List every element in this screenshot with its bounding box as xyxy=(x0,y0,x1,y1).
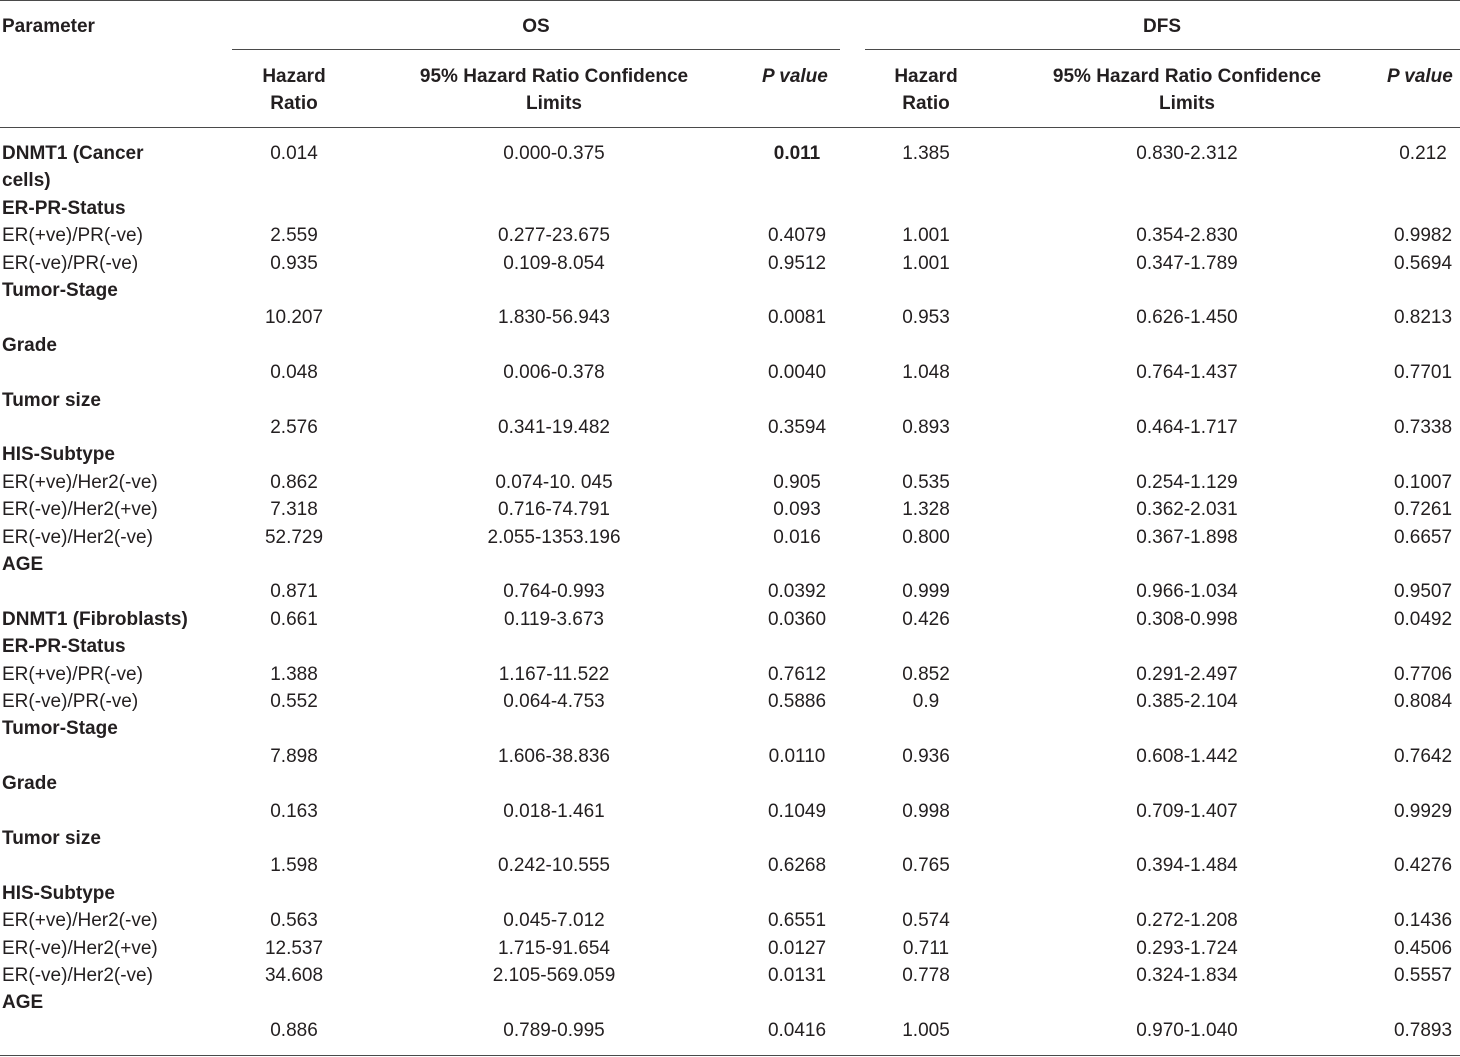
cell-dfs-hr: 0.426 xyxy=(902,608,950,630)
os-ci-header xyxy=(420,63,688,117)
cell-dfs-p: 0.1007 xyxy=(1393,471,1453,493)
cell-dfs-hr: 0.953 xyxy=(902,307,950,329)
cell-os-hr: 0.563 xyxy=(270,910,318,932)
table-top-rule xyxy=(0,0,1460,1)
cell-dfs-p: 0.1436 xyxy=(1393,910,1453,932)
cell-dfs-p: 0.4506 xyxy=(1393,937,1453,959)
cell-os-p: 0.9512 xyxy=(767,252,827,274)
cell-os-ci: 0.006-0.378 xyxy=(503,362,605,384)
cell-os-ci: 0.789-0.995 xyxy=(503,1019,605,1041)
cell-dfs-p: 0.4276 xyxy=(1393,855,1453,877)
cell-os-ci: 0.119-3.673 xyxy=(503,608,605,630)
cell-os-ci: 0.018-1.461 xyxy=(503,800,605,822)
cell-dfs-p: 0.7261 xyxy=(1393,499,1453,521)
os-group-rule xyxy=(232,49,840,50)
cell-dfs-p: 0.7706 xyxy=(1393,663,1453,685)
cell-dfs-hr: 1.048 xyxy=(902,362,950,384)
cell-os-hr: 1.598 xyxy=(270,855,318,877)
cell-dfs-hr: 0.574 xyxy=(902,910,950,932)
row-parameter-label: AGE xyxy=(2,992,44,1014)
dfs-group-rule xyxy=(865,49,1460,50)
row-parameter-label: ER(-ve)/Her2(+ve) xyxy=(2,937,158,959)
cell-dfs-ci: 0.324-1.834 xyxy=(1136,965,1238,986)
cell-os-hr: 0.886 xyxy=(270,1019,318,1041)
cell-dfs-ci: 0.830-2.312 xyxy=(1136,143,1238,164)
cell-os-p: 0.0110 xyxy=(768,745,826,767)
dfs-p-value-header: P value xyxy=(1387,66,1453,87)
cell-dfs-p: 0.7338 xyxy=(1393,417,1453,438)
cell-dfs-p: 0.212 xyxy=(1399,143,1447,164)
cell-os-hr: 1.388 xyxy=(270,663,318,685)
cell-os-p: 0.016 xyxy=(773,526,821,548)
cell-os-p: 0.6268 xyxy=(767,855,827,877)
cell-dfs-p: 0.0492 xyxy=(1393,608,1453,630)
cell-dfs-hr: 0.893 xyxy=(902,417,950,438)
cell-os-hr: 0.862 xyxy=(270,471,318,493)
row-parameter-label: Tumor-Stage xyxy=(2,280,118,301)
row-parameter-label: ER-PR-Status xyxy=(2,636,126,658)
row-parameter-label: ER(-ve)/Her2(-ve) xyxy=(2,526,153,548)
dfs-ci-header-line2: Limits xyxy=(1159,93,1215,114)
row-parameter-label: Grade xyxy=(2,773,57,795)
cell-os-p: 0.0081 xyxy=(767,307,827,329)
cell-os-p: 0.0131 xyxy=(767,965,827,986)
dfs-hazard-ratio-header xyxy=(894,63,957,117)
row-parameter-label: HIS-Subtype xyxy=(2,444,115,466)
cell-dfs-hr: 0.535 xyxy=(902,471,950,493)
row-parameter-label: ER(-ve)/PR(-ve) xyxy=(2,691,139,712)
cell-os-p: 0.011 xyxy=(773,143,821,164)
cell-os-p: 0.4079 xyxy=(767,225,827,247)
cell-dfs-p: 0.9929 xyxy=(1393,800,1453,822)
table-bottom-rule xyxy=(0,1055,1460,1056)
cell-os-p: 0.7612 xyxy=(767,663,827,685)
cell-dfs-ci: 0.608-1.442 xyxy=(1136,745,1238,767)
cell-dfs-ci: 0.293-1.724 xyxy=(1136,937,1238,959)
cell-dfs-hr: 0.800 xyxy=(902,526,950,548)
row-parameter-label: ER(+ve)/PR(-ve) xyxy=(2,225,143,247)
cell-dfs-ci: 0.347-1.789 xyxy=(1136,252,1238,274)
row-parameter-label: ER(-ve)/Her2(+ve) xyxy=(2,499,158,521)
cell-dfs-p: 0.8084 xyxy=(1393,691,1453,712)
cell-os-p: 0.0392 xyxy=(767,581,827,603)
row-parameter-label: HIS-Subtype xyxy=(2,882,115,904)
cell-os-ci: 0.764-0.993 xyxy=(503,581,605,603)
cell-os-p: 0.1049 xyxy=(767,800,827,822)
cell-os-ci: 2.055-1353.196 xyxy=(487,526,621,548)
cell-dfs-ci: 0.709-1.407 xyxy=(1136,800,1238,822)
cell-os-ci: 2.105-569.059 xyxy=(492,965,616,986)
cell-os-p: 0.6551 xyxy=(767,910,827,932)
cell-dfs-p: 0.5694 xyxy=(1393,252,1453,274)
cell-os-hr: 12.537 xyxy=(264,937,324,959)
cell-dfs-p: 0.7893 xyxy=(1393,1019,1453,1041)
cell-dfs-ci: 0.254-1.129 xyxy=(1136,471,1238,493)
cell-dfs-ci: 0.272-1.208 xyxy=(1136,910,1238,932)
cell-dfs-hr: 1.001 xyxy=(902,225,950,247)
cell-dfs-ci: 0.362-2.031 xyxy=(1136,499,1238,521)
cell-dfs-p: 0.9982 xyxy=(1393,225,1453,247)
cell-dfs-hr: 0.999 xyxy=(902,581,950,603)
row-parameter-label: DNMT1 (Cancer cells) xyxy=(2,143,144,191)
cell-dfs-hr: 0.998 xyxy=(902,800,950,822)
cell-os-hr: 0.871 xyxy=(270,581,318,603)
cell-os-p: 0.0416 xyxy=(767,1019,827,1041)
row-parameter-label: ER-PR-Status xyxy=(2,197,126,219)
cell-dfs-ci: 0.354-2.830 xyxy=(1136,225,1238,247)
cell-os-ci: 0.716-74.791 xyxy=(498,499,610,521)
cell-os-hr: 0.014 xyxy=(270,143,318,164)
cell-os-ci: 0.242-10.555 xyxy=(498,855,610,877)
dfs-hr-header-line1: Hazard xyxy=(894,66,958,87)
cell-os-hr: 2.559 xyxy=(270,225,318,247)
cell-os-p: 0.0360 xyxy=(767,608,827,630)
cell-dfs-hr: 0.9 xyxy=(912,691,940,712)
row-parameter-label: ER(-ve)/PR(-ve) xyxy=(2,252,139,274)
cell-dfs-hr: 1.385 xyxy=(902,143,950,164)
cell-dfs-ci: 0.385-2.104 xyxy=(1136,691,1238,712)
cell-os-p: 0.5886 xyxy=(767,691,827,712)
cell-os-p: 0.905 xyxy=(773,471,821,493)
cell-os-p: 0.0040 xyxy=(767,362,827,384)
cell-os-p: 0.0127 xyxy=(767,937,827,959)
cell-dfs-hr: 1.005 xyxy=(902,1019,950,1041)
cell-os-hr: 52.729 xyxy=(264,526,324,548)
cell-os-hr: 0.048 xyxy=(270,362,318,384)
os-ci-header-line2: Limits xyxy=(526,93,582,114)
cell-dfs-hr: 0.765 xyxy=(902,855,950,877)
row-parameter-label: Tumor size xyxy=(2,389,101,411)
cell-dfs-p: 0.9507 xyxy=(1393,581,1453,603)
row-parameter-label: ER(+ve)/Her2(-ve) xyxy=(2,471,158,493)
cell-os-hr: 7.898 xyxy=(270,745,318,767)
cell-dfs-hr: 0.852 xyxy=(902,663,950,685)
cell-dfs-hr: 0.936 xyxy=(902,745,950,767)
cell-dfs-ci: 0.308-0.998 xyxy=(1136,608,1238,630)
cell-os-ci: 0.341-19.482 xyxy=(498,417,610,438)
cell-os-hr: 0.163 xyxy=(270,800,318,822)
dfs-ci-header-line1: 95% Hazard Ratio Confidence xyxy=(1052,66,1322,87)
cell-dfs-ci: 0.464-1.717 xyxy=(1136,417,1238,438)
cell-os-ci: 0.000-0.375 xyxy=(503,143,605,164)
cell-dfs-hr: 1.328 xyxy=(902,499,950,521)
row-parameter-label: ER(-ve)/Her2(-ve) xyxy=(2,965,153,986)
cell-dfs-hr: 0.711 xyxy=(902,937,950,959)
cell-os-hr: 2.576 xyxy=(270,417,318,438)
cell-os-ci: 0.045-7.012 xyxy=(503,910,605,932)
cell-os-ci: 0.109-8.054 xyxy=(503,252,605,274)
dfs-ci-header xyxy=(1053,63,1321,117)
dfs-hr-header-line2: Ratio xyxy=(902,93,950,114)
cell-os-ci: 0.064-4.753 xyxy=(503,691,605,712)
cell-dfs-p: 0.6657 xyxy=(1393,526,1453,548)
header-dfs: DFS xyxy=(1143,16,1181,37)
row-parameter-label: ER(+ve)/Her2(-ve) xyxy=(2,910,158,932)
cell-dfs-hr: 0.778 xyxy=(902,965,950,986)
os-hazard-ratio-header xyxy=(262,63,325,117)
cell-os-ci: 0.074-10. 045 xyxy=(495,471,613,493)
cell-os-hr: 0.552 xyxy=(270,691,318,712)
cell-dfs-ci: 0.367-1.898 xyxy=(1136,526,1238,548)
row-parameter-label: Grade xyxy=(2,334,57,356)
cell-os-ci: 0.277-23.675 xyxy=(498,225,610,247)
cell-dfs-ci: 0.394-1.484 xyxy=(1136,855,1238,877)
cell-os-p: 0.093 xyxy=(773,499,821,521)
cell-os-ci: 1.715-91.654 xyxy=(498,937,610,959)
cell-dfs-p: 0.8213 xyxy=(1393,307,1453,329)
cell-os-hr: 34.608 xyxy=(264,965,324,986)
row-parameter-label: DNMT1 (Fibroblasts) xyxy=(2,608,188,630)
cell-os-hr: 10.207 xyxy=(264,307,324,329)
cell-os-ci: 1.167-11.522 xyxy=(498,663,610,685)
cell-os-hr: 7.318 xyxy=(270,499,318,521)
cell-os-ci: 1.830-56.943 xyxy=(498,307,610,329)
cell-dfs-ci: 0.764-1.437 xyxy=(1136,362,1238,384)
cell-dfs-ci: 0.970-1.040 xyxy=(1136,1019,1238,1041)
header-os: OS xyxy=(522,16,550,37)
cell-os-hr: 0.661 xyxy=(270,608,318,630)
cell-dfs-hr: 1.001 xyxy=(902,252,950,274)
cell-os-hr: 0.935 xyxy=(270,252,318,274)
cell-dfs-ci: 0.291-2.497 xyxy=(1136,663,1238,685)
header-bottom-rule xyxy=(0,127,1460,128)
cell-dfs-p: 0.7642 xyxy=(1393,745,1453,767)
cell-os-ci: 1.606-38.836 xyxy=(498,745,610,767)
os-p-value-header: P value xyxy=(762,66,828,87)
cell-dfs-p: 0.7701 xyxy=(1393,362,1453,384)
row-parameter-label: AGE xyxy=(2,554,44,575)
os-ci-header-line1: 95% Hazard Ratio Confidence xyxy=(419,66,689,87)
cell-dfs-ci: 0.966-1.034 xyxy=(1136,581,1238,603)
row-parameter-label: Tumor-Stage xyxy=(2,718,118,740)
row-parameter-label: ER(+ve)/PR(-ve) xyxy=(2,663,143,685)
cell-os-p: 0.3594 xyxy=(767,417,827,438)
os-hr-header-line1: Hazard xyxy=(262,66,326,87)
os-hr-header-line2: Ratio xyxy=(270,93,318,114)
cell-dfs-ci: 0.626-1.450 xyxy=(1136,307,1238,329)
header-parameter: Parameter xyxy=(2,16,95,37)
row-parameter-label: Tumor size xyxy=(2,828,101,849)
cell-dfs-p: 0.5557 xyxy=(1393,965,1453,986)
